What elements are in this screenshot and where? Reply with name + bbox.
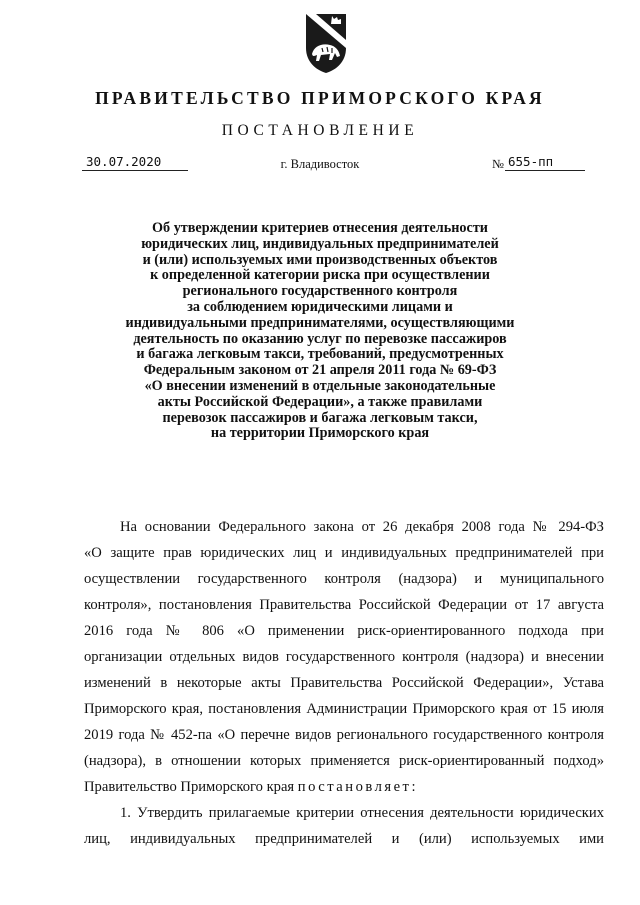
number-label: № (492, 157, 504, 171)
title-line: Об утверждении критериев отнесения деятельности (152, 220, 488, 236)
item-line: лиц, индивидуальных предпринимателей и (или) используемых ими (84, 831, 604, 847)
coat-of-arms-emblem (302, 10, 350, 74)
resolution-prefix: Правительство Приморского края (84, 779, 298, 795)
preamble-line: изменений в некоторые акты Правительства Российской Федерации», Устава (84, 675, 604, 691)
title-line: и (или) используемых ими производственных объектов (142, 251, 498, 268)
document-type: ПОСТАНОВЛЕНИЕ (221, 122, 419, 139)
title-line: акты Российской Федерации», а также правилами (157, 393, 483, 410)
government-title: ПРАВИТЕЛЬСТВО ПРИМОРСКОГО КРАЯ (95, 88, 545, 108)
number-underline (505, 170, 585, 171)
document-date: 30.07.2020 (86, 154, 162, 169)
title-line: перевозок пассажиров и багажа легковым такси, (162, 409, 478, 426)
preamble-line: осуществлении государственного контроля (надзора) и муниципального (84, 571, 604, 587)
resolution-suffix: : (411, 779, 416, 795)
document-city: г. Владивосток (280, 157, 360, 171)
title-line: на территории Приморского края (210, 425, 430, 442)
document-title (100, 221, 540, 442)
title-line: деятельность по оказанию услуг по перевозке пассажиров (133, 330, 507, 347)
preamble-line: (надзора), в отношении которых применяется риск-ориентированный подход» (84, 753, 604, 769)
title-line: индивидуальными предпринимателями, осуществляющими (125, 314, 515, 331)
preamble-line: 2019 года № 452-па «О перечне видов регионального государственного контроля (84, 727, 604, 743)
title-line: и багажа легковым такси, требований, предусмотренных (136, 346, 504, 363)
title-line: Федеральным законом от 21 апреля 2011 года № 69-ФЗ (143, 362, 497, 379)
preamble-line: контроля», постановления Правительства Российской Федерации от 17 августа (84, 597, 604, 613)
preamble-line: организации отдельных видов государственного контроля (надзора) и внесении (84, 649, 604, 665)
preamble-line: 2016 года № 806 «О применении риск-ориентированного подхода при (84, 623, 604, 639)
item-line: 1. Утвердить прилагаемые критерии отнесения деятельности юридических (120, 805, 604, 821)
resolution-line (84, 774, 604, 800)
preamble-line: «О защите прав юридических лиц и индивидуальных предпринимателей при (84, 545, 604, 561)
title-line: к определенной категории риска при осуществлении (150, 267, 490, 284)
title-line: регионального государственного контроля (182, 283, 458, 300)
preamble-line: Приморского края, постановления Администрации Приморского края от 15 июля (84, 701, 604, 717)
resolution-verb: постановляет (297, 779, 412, 795)
document-body (84, 514, 604, 852)
document-number: 655-пп (508, 154, 554, 169)
title-line: за соблюдением юридическими лицами и (187, 298, 453, 315)
title-line: «О внесении изменений в отдельные законодательные (144, 377, 496, 394)
preamble-line: На основании Федерального закона от 26 декабря 2008 года № 294-ФЗ (120, 519, 604, 535)
title-line: юридических лиц, индивидуальных предпринимателей (141, 235, 499, 252)
